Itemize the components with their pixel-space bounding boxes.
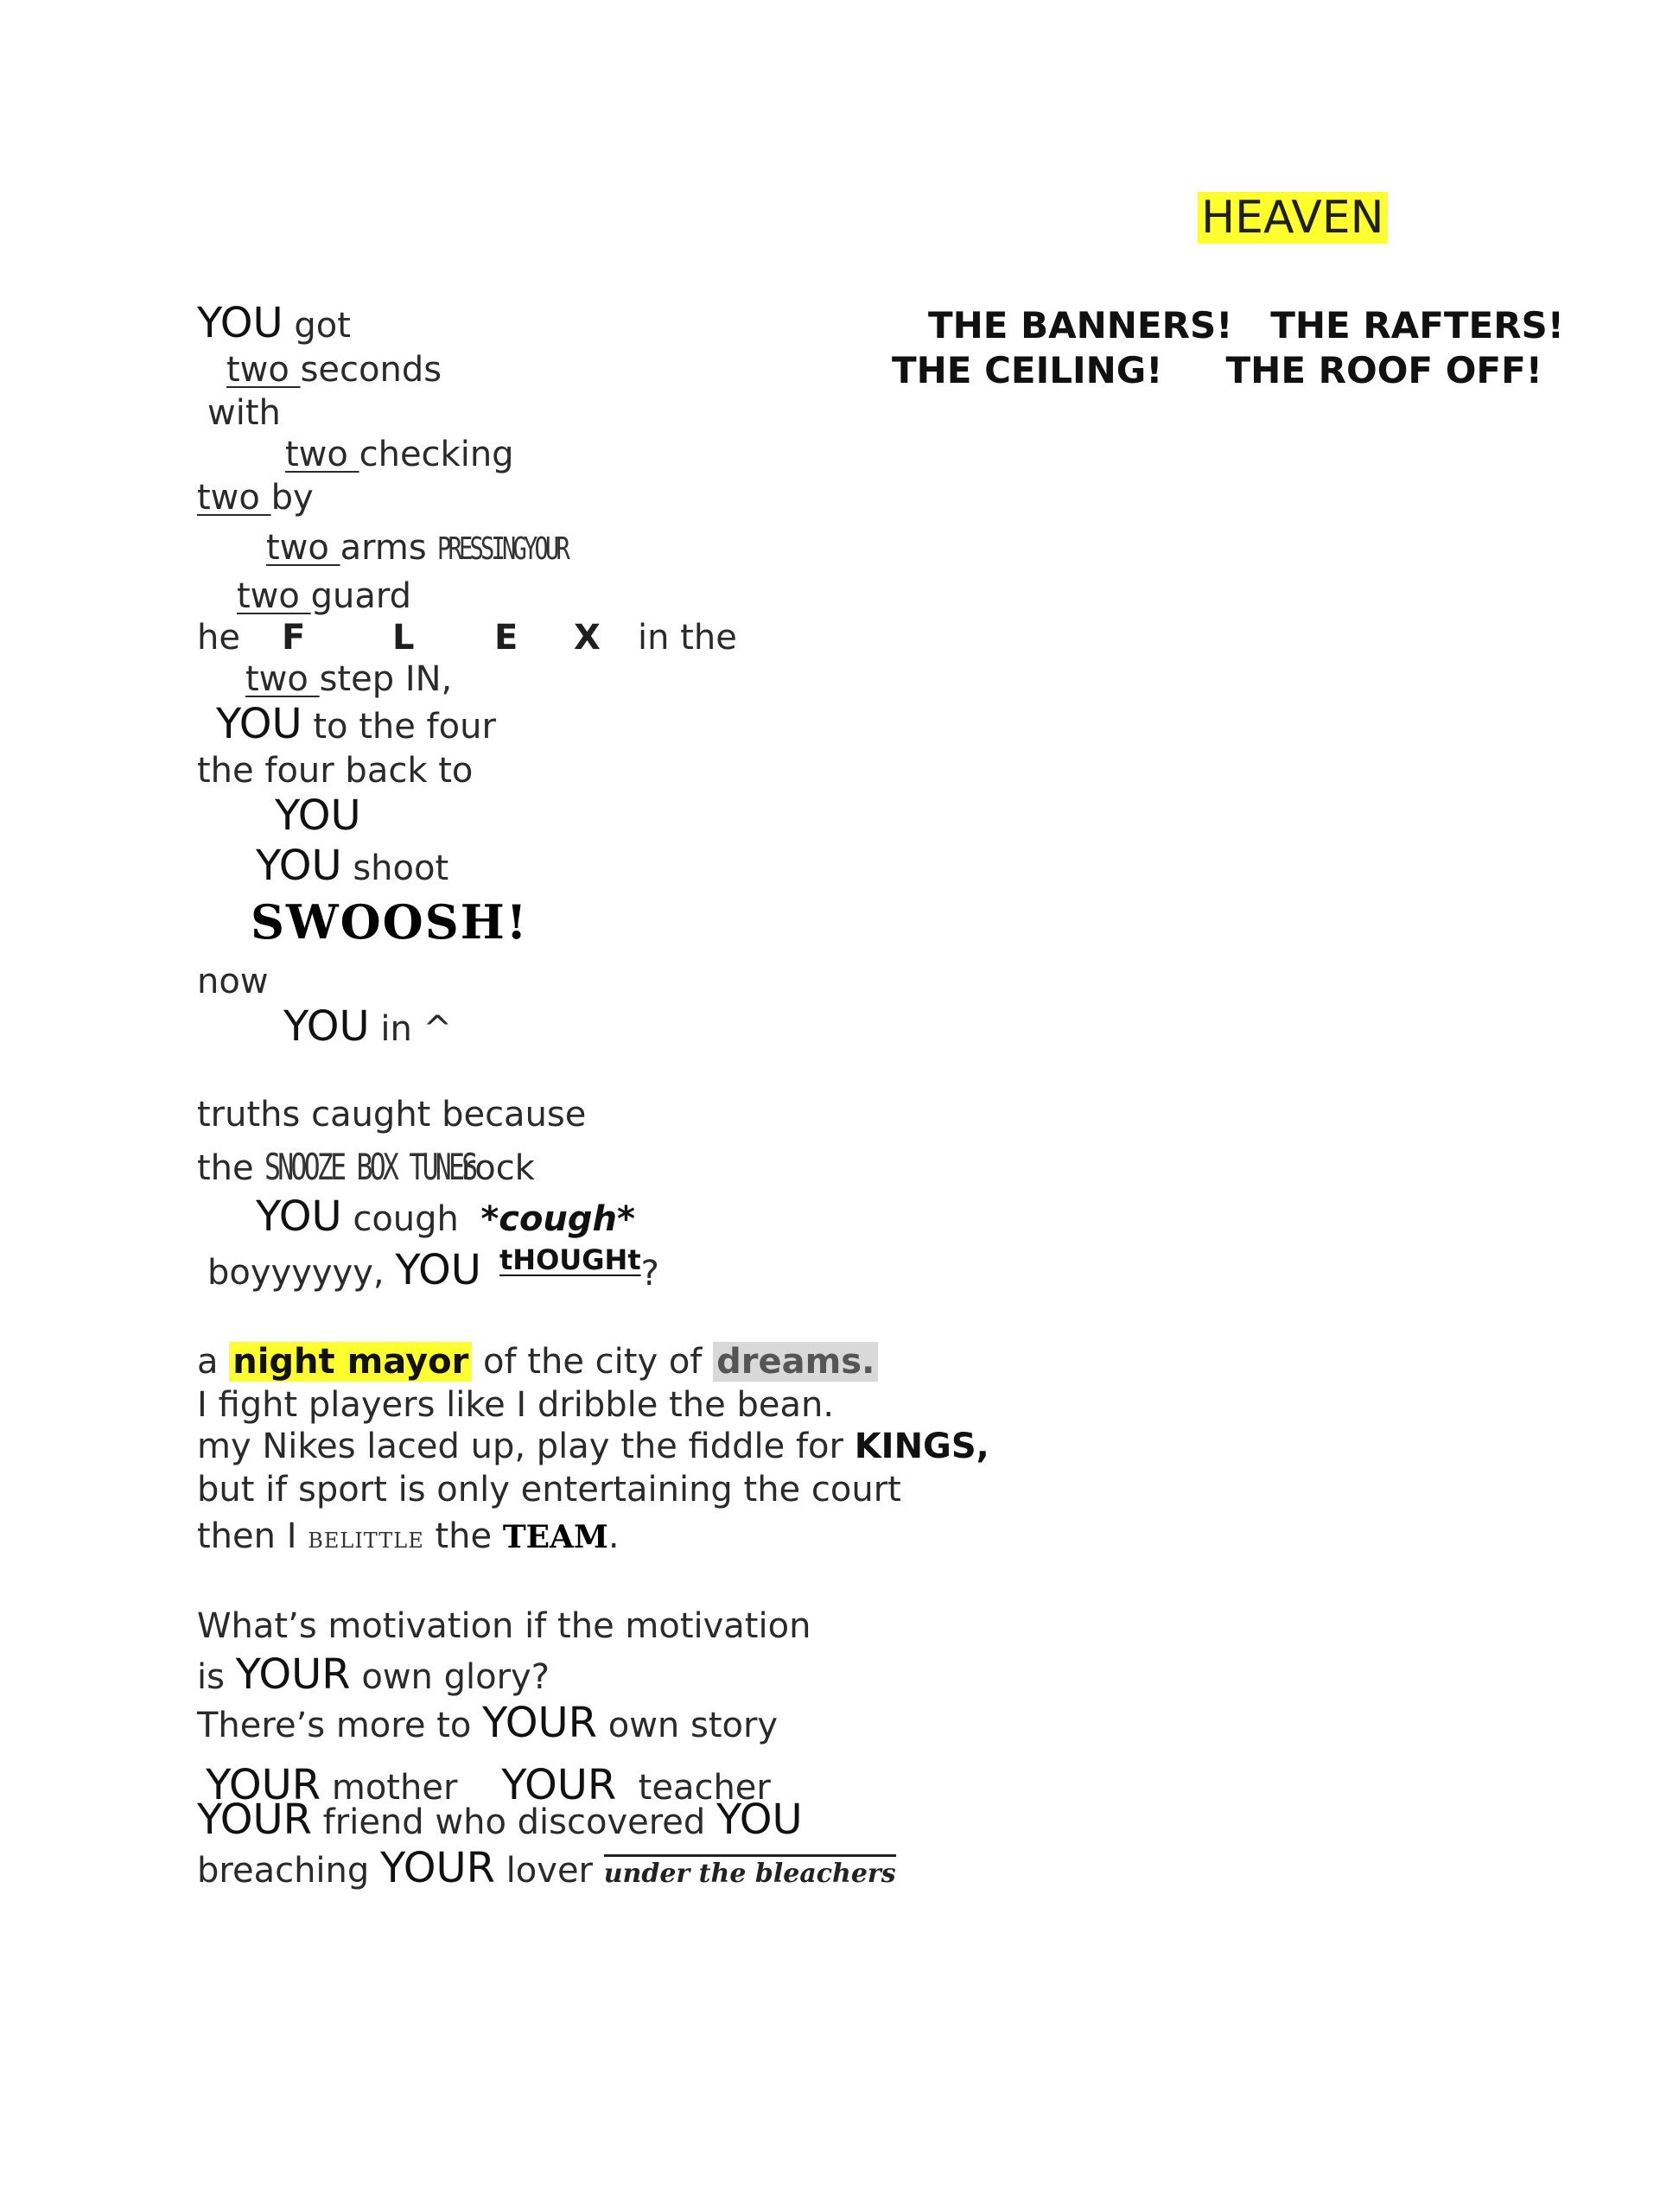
- line-text: own story: [597, 1706, 779, 1745]
- you-word: YOU: [197, 299, 283, 347]
- two-word: two: [266, 528, 340, 568]
- s2-line-2: [197, 1146, 535, 1188]
- under-the-bleachers-text: under the bleachers: [604, 1854, 896, 1889]
- s1-line-7: [237, 576, 411, 616]
- line-text: friend who discovered: [311, 1802, 717, 1842]
- s4-line-2: [197, 1650, 550, 1699]
- s4-line-3: [197, 1699, 779, 1747]
- line-text: is: [197, 1657, 236, 1697]
- s1-line-9: [245, 659, 453, 699]
- s2-line-1: truths caught because: [197, 1095, 587, 1135]
- line-text: There’s more to: [197, 1706, 483, 1745]
- s1-line-2: [226, 350, 442, 390]
- line-text: boyyyyyy,: [207, 1253, 396, 1293]
- flex-letter-e: E: [494, 618, 518, 658]
- line-text: the: [197, 1148, 265, 1188]
- snooze-box-text: SNOOZE BOX TUNES: [264, 1146, 475, 1188]
- two-word: two: [226, 350, 301, 390]
- you-word: YOU: [283, 1002, 370, 1051]
- swoosh-text: SWOOSH!: [251, 894, 529, 950]
- thought-word: [499, 1241, 659, 1294]
- s1-line-3: with: [207, 393, 281, 433]
- two-word: two: [285, 435, 359, 474]
- line-text: the: [423, 1516, 503, 1556]
- line-text: teacher: [616, 1768, 771, 1808]
- you-word: YOU: [716, 1796, 803, 1844]
- two-word: two: [197, 478, 271, 518]
- line-text: rock: [449, 1148, 535, 1188]
- right-line-1: THE BANNERS! THE RAFTERS!: [928, 304, 1564, 346]
- your-word: YOUR: [235, 1650, 351, 1699]
- line-text: of the city of: [472, 1342, 714, 1382]
- your-word: YOUR: [380, 1844, 495, 1892]
- s3-line-1: [197, 1342, 878, 1382]
- you-word: YOU: [256, 842, 342, 890]
- thought-text: tHOUGHt: [499, 1243, 641, 1276]
- line-text: checking: [359, 435, 514, 474]
- you-word: YOU: [395, 1246, 481, 1294]
- right-line-2: THE CEILING! THE ROOF OFF!: [892, 349, 1542, 391]
- line-text: arms: [340, 528, 438, 568]
- s4-line-5: [197, 1796, 803, 1844]
- team-text: TEAM: [502, 1519, 608, 1555]
- line-text: my Nikes laced up, play the fiddle for: [197, 1427, 855, 1466]
- line-text: by: [270, 478, 314, 518]
- your-word: YOUR: [206, 1761, 321, 1809]
- s1-line-8: [197, 618, 240, 658]
- line-text: lover: [494, 1851, 604, 1891]
- line-text: seconds: [300, 350, 442, 390]
- two-word: two: [237, 576, 311, 616]
- you-word: YOU: [216, 700, 302, 748]
- s2-line-3: [256, 1192, 635, 1241]
- your-word: YOUR: [482, 1699, 598, 1747]
- line-text: breaching: [197, 1851, 380, 1891]
- title-text: HEAVEN: [1198, 192, 1388, 244]
- flex-word: [282, 618, 634, 658]
- flex-letter-f: F: [282, 618, 306, 658]
- s1-line-10: [216, 700, 496, 748]
- s1-line-4: [285, 437, 514, 472]
- line-text: mother: [321, 1768, 502, 1808]
- period-text: .: [607, 1516, 620, 1556]
- night-mayor-text: night mayor: [229, 1342, 472, 1382]
- line-text: step IN,: [319, 659, 453, 699]
- s3-line-4: but if sport is only entertaining the court: [197, 1470, 901, 1510]
- s3-line-5: [197, 1516, 620, 1556]
- two-word: two: [245, 659, 320, 699]
- s1-line-5: [197, 478, 314, 518]
- s1-line-16: [283, 1002, 453, 1051]
- pressing-your-text: PRESSINGYOUR: [437, 531, 568, 567]
- s1-line-8-tail: in the: [638, 618, 737, 658]
- s1-line-11: the four back to: [197, 751, 474, 791]
- s1-line-13: [256, 842, 449, 890]
- poem-title: [1198, 192, 1388, 244]
- belittle-text: BELITTLE: [308, 1529, 424, 1553]
- you-word: YOU: [256, 1192, 342, 1241]
- line-text: then I: [197, 1516, 308, 1556]
- he-word: he: [197, 618, 240, 658]
- flex-letter-x: X: [574, 618, 601, 658]
- cough-text: *cough*: [480, 1199, 635, 1239]
- flex-letter-l: L: [392, 618, 415, 658]
- line-text: guard: [310, 576, 411, 616]
- dreams-text: dreams.: [713, 1342, 878, 1382]
- s2-line-4: [207, 1246, 481, 1294]
- s1-line-15: now: [197, 962, 269, 1001]
- kings-text: KINGS,: [854, 1427, 989, 1466]
- s3-line-3: [197, 1429, 989, 1464]
- line-text: a: [197, 1342, 230, 1382]
- question-mark: ?: [640, 1254, 659, 1294]
- your-word: YOUR: [197, 1796, 312, 1844]
- line-text: own glory?: [350, 1657, 550, 1697]
- line-text: to the four: [302, 707, 496, 747]
- s1-line-12: YOU: [275, 791, 361, 840]
- line-text: in ^: [369, 1009, 453, 1049]
- line-text: got: [283, 306, 351, 346]
- s4-line-6: [197, 1844, 896, 1892]
- s3-line-2: I fight players like I dribble the bean.: [197, 1385, 835, 1425]
- your-word: YOUR: [501, 1761, 617, 1809]
- s4-line-1: What’s motivation if the motivation: [197, 1606, 811, 1646]
- s1-line-1: [197, 299, 351, 347]
- s1-line-6: [266, 528, 610, 568]
- line-text: shoot: [341, 849, 449, 888]
- line-text: cough: [341, 1199, 481, 1239]
